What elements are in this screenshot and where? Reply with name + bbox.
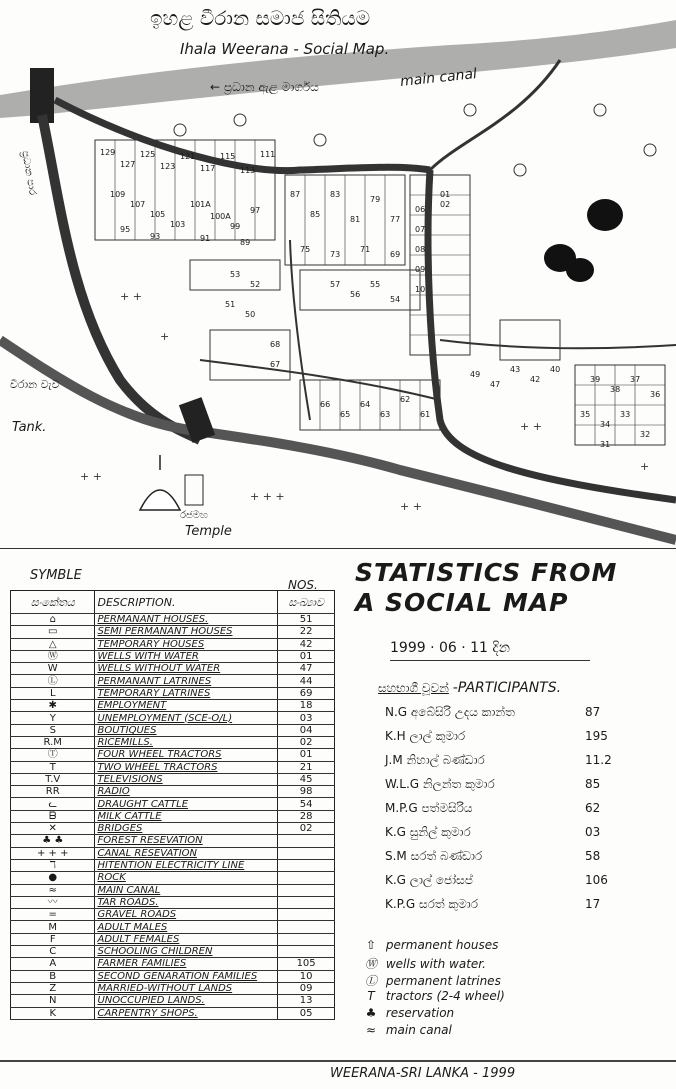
plot-number: 32	[640, 430, 651, 439]
section-divider	[0, 548, 676, 549]
participant-name: K.G ලාල් ජෝසප්	[385, 873, 473, 887]
svg-text:+ +: + +	[120, 290, 142, 303]
plot-number: 77	[390, 215, 401, 224]
legend-label: wells with water.	[385, 957, 486, 971]
plot-number: 01	[440, 190, 451, 199]
row-symbol: T	[11, 761, 95, 773]
legend-icon: Ⓦ	[364, 957, 377, 971]
participant-name: M.P.G පත්මසිරිය	[385, 801, 473, 815]
participant-number: 106	[585, 873, 608, 887]
row-count: 42	[278, 638, 335, 650]
row-description: FOUR WHEEL TRACTORS	[95, 749, 278, 761]
plot-number: 103	[170, 220, 186, 229]
row-count: 02	[278, 823, 335, 835]
row-count	[278, 921, 335, 933]
plot-number: 121	[180, 152, 196, 161]
row-description: TWO WHEEL TRACTORS	[95, 761, 278, 773]
row-count	[278, 946, 335, 958]
table-row	[11, 847, 335, 859]
plot-number: 50	[245, 310, 256, 319]
row-description: ADULT FEMALES	[95, 933, 278, 945]
row-description: EMPLOYMENT	[95, 700, 278, 712]
row-description: TEMPORARY LATRINES	[95, 687, 278, 699]
table-row	[11, 823, 335, 835]
plot-number: 61	[420, 410, 431, 419]
row-description: TELEVISIONS	[95, 773, 278, 785]
row-description: UNOCCUPIED LANDS.	[95, 995, 278, 1007]
table-row	[11, 687, 335, 699]
row-symbol: T.V	[11, 773, 95, 785]
participant-name: K.G සුනිල් කුමාර	[385, 825, 471, 839]
row-description: GRAVEL ROADS	[95, 909, 278, 921]
participant-name: N.G අබේසිරි උදය කාන්ත	[385, 705, 515, 719]
svg-text:+: +	[160, 330, 170, 343]
participant-row	[385, 705, 600, 720]
statistics-table	[10, 590, 335, 1020]
plot-number: 09	[415, 265, 426, 274]
row-symbol: Y	[11, 712, 95, 724]
row-description: FOREST RESEVATION	[95, 835, 278, 847]
legend-item	[360, 1023, 452, 1037]
legend-label: main canal	[385, 1023, 452, 1037]
table-row	[11, 798, 335, 810]
row-symbol: ♣ ♣	[11, 835, 95, 847]
plot-number: 95	[120, 225, 131, 234]
bridge-top	[30, 68, 54, 123]
participant-row	[385, 753, 612, 768]
plot-number: 33	[620, 410, 631, 419]
row-symbol: ▭	[11, 626, 95, 638]
row-count: 10	[278, 970, 335, 982]
legend-icon: ♣	[365, 1006, 377, 1020]
row-description: WELLS WITHOUT WATER	[95, 663, 278, 675]
row-description: BRIDGES	[95, 823, 278, 835]
main-canal	[0, 20, 676, 118]
legend-item	[360, 955, 486, 972]
plot-number: 66	[320, 400, 331, 409]
row-count: 98	[278, 786, 335, 798]
plot-number: 36	[650, 390, 661, 399]
plot-number: 08	[415, 245, 426, 254]
row-count: 28	[278, 810, 335, 822]
table-row	[11, 872, 335, 884]
footer-text: WEERANA-SRI LANKA - 1999	[330, 1066, 516, 1081]
table-row	[11, 896, 335, 908]
legend-label: reservation	[385, 1006, 455, 1020]
row-symbol: M	[11, 921, 95, 933]
row-symbol: ✕	[11, 823, 95, 835]
row-symbol: ●	[11, 872, 95, 884]
plot-number: 51	[225, 300, 236, 309]
table-row	[11, 749, 335, 761]
table-row	[11, 921, 335, 933]
participant-number: 62	[585, 801, 601, 815]
row-count: 54	[278, 798, 335, 810]
plot-number: 65	[340, 410, 351, 419]
table-row	[11, 786, 335, 798]
plot-number: 129	[100, 148, 116, 157]
table-row	[11, 700, 335, 712]
plot-number: 67	[270, 360, 281, 369]
row-description: UNEMPLOYMENT (SCE-O/L)	[95, 712, 278, 724]
legend-icon: ⇧	[365, 938, 377, 952]
legend-label: permanent houses	[385, 938, 499, 952]
row-count: 01	[278, 650, 335, 662]
participant-row	[385, 825, 600, 840]
table-row	[11, 712, 335, 724]
legend-item	[360, 938, 498, 952]
svg-text:+ +: + +	[520, 420, 542, 433]
table-row	[11, 859, 335, 871]
row-description: MAIN CANAL	[95, 884, 278, 896]
temple-building-icon	[185, 475, 203, 505]
table-row	[11, 909, 335, 921]
plot-number: 97	[250, 206, 261, 215]
row-description: HITENTION ELECTRICITY LINE	[95, 859, 278, 871]
row-symbol: ᓚ	[11, 798, 95, 810]
tar-road	[55, 100, 430, 171]
plot-number: 34	[600, 420, 611, 429]
row-symbol: ᗷ	[11, 810, 95, 822]
row-symbol: =	[11, 909, 95, 921]
row-count: 18	[278, 700, 335, 712]
participant-name: K.H ලාල් කුමාර	[385, 729, 466, 743]
plot-number: 64	[360, 400, 371, 409]
plot-number: 100A	[210, 212, 231, 221]
stats-title-line2: A SOCIAL MAP	[355, 588, 569, 617]
table-row	[11, 884, 335, 896]
table-row	[11, 1007, 335, 1019]
table-row	[11, 663, 335, 675]
row-count: 13	[278, 995, 335, 1007]
row-description: RADIO	[95, 786, 278, 798]
table-row	[11, 982, 335, 994]
svg-text:+ + +: + + +	[250, 490, 285, 503]
svg-text:+ +: + +	[80, 470, 102, 483]
plot-number: 53	[230, 270, 241, 279]
table-caption: SYMBLE	[30, 568, 82, 583]
row-symbol: ✱	[11, 700, 95, 712]
row-count	[278, 896, 335, 908]
row-description: RICEMILLS.	[95, 736, 278, 748]
row-symbol: △	[11, 638, 95, 650]
row-symbol: L	[11, 687, 95, 699]
plot-number: 105	[150, 210, 166, 219]
row-description: ADULT MALES	[95, 921, 278, 933]
table-row	[11, 946, 335, 958]
header-symbol: සංකේතය	[11, 591, 95, 614]
rock-icon	[566, 258, 594, 282]
row-count: 03	[278, 712, 335, 724]
stats-title-line1: STATISTICS FROM	[355, 558, 618, 587]
temple-label: Temple	[185, 524, 232, 539]
row-symbol: K	[11, 1007, 95, 1019]
row-symbol: Z	[11, 982, 95, 994]
participant-row	[385, 873, 608, 888]
table-row	[11, 675, 335, 687]
plot-number: 127	[120, 160, 136, 169]
participant-row	[385, 777, 600, 792]
row-count: 45	[278, 773, 335, 785]
table-row	[11, 614, 335, 626]
row-description: WELLS WITH WATER	[95, 650, 278, 662]
legend-icon: T	[367, 989, 375, 1003]
plot-number: 85	[310, 210, 321, 219]
plot-number: 79	[370, 195, 381, 204]
row-description: SECOND GENARATION FAMILIES	[95, 970, 278, 982]
row-symbol: ℸ	[11, 859, 95, 871]
participant-row	[385, 729, 608, 744]
row-symbol: 〰	[11, 896, 95, 908]
participants-label: -PARTICIPANTS.	[452, 680, 562, 696]
table-row	[11, 933, 335, 945]
row-count: 22	[278, 626, 335, 638]
plot-number: 91	[200, 234, 211, 243]
table-row	[11, 626, 335, 638]
table-row	[11, 958, 335, 970]
row-count: 05	[278, 1007, 335, 1019]
table-row	[11, 650, 335, 662]
row-count: 44	[278, 675, 335, 687]
legend-item	[360, 1006, 454, 1020]
row-symbol: A	[11, 958, 95, 970]
canal-label: main canal	[399, 66, 478, 90]
participant-row	[385, 897, 600, 912]
plot-number: 47	[490, 380, 501, 389]
row-symbol: Ⓦ	[11, 650, 95, 662]
legend-item	[360, 972, 501, 989]
plot-number: 54	[390, 295, 401, 304]
row-description: MILK CATTLE	[95, 810, 278, 822]
participant-name: W.L.G නිලන්ත කුමාර	[385, 777, 495, 791]
stupa-icon	[140, 455, 180, 510]
plot-number: 07	[415, 225, 426, 234]
table-row	[11, 773, 335, 785]
plot-number: 93	[150, 232, 161, 241]
plot-number: 31	[600, 440, 611, 449]
row-count	[278, 884, 335, 896]
row-count: 47	[278, 663, 335, 675]
rock-icon	[587, 199, 623, 231]
table-row	[11, 638, 335, 650]
table-row	[11, 724, 335, 736]
plot-number: 125	[140, 150, 156, 159]
table-row	[11, 736, 335, 748]
row-description: DRAUGHT CATTLE	[95, 798, 278, 810]
row-description: FARMER FAMILIES	[95, 958, 278, 970]
participant-number: 85	[585, 777, 601, 791]
table-header	[11, 591, 335, 614]
row-count: 105	[278, 958, 335, 970]
row-description: SCHOOLING CHILDREN	[95, 946, 278, 958]
row-description: PERMANANT LATRINES	[95, 675, 278, 687]
plot-number: 02	[440, 200, 451, 209]
plot-number: 87	[290, 190, 301, 199]
row-count: 21	[278, 761, 335, 773]
row-description: CARPENTRY SHOPS.	[95, 1007, 278, 1019]
plot-number: 37	[630, 375, 641, 384]
row-symbol: ⌂	[11, 614, 95, 626]
legend-label: tractors (2-4 wheel)	[385, 989, 505, 1003]
plot-number: 69	[390, 250, 401, 259]
participant-number: 17	[585, 897, 601, 911]
plot-number: 107	[130, 200, 146, 209]
plot-number: 63	[380, 410, 391, 419]
row-count: 04	[278, 724, 335, 736]
row-symbol: + + +	[11, 847, 95, 859]
temple-label-sinhala: රජමහ	[180, 510, 208, 521]
header-count: සංඛ්‍යාව	[278, 591, 335, 614]
participant-number: 11.2	[585, 753, 612, 767]
legend-icon: ≈	[365, 1023, 377, 1037]
plot-number: 115	[220, 152, 236, 161]
legend-item	[360, 989, 505, 1003]
plot-number: 39	[590, 375, 601, 384]
plot-number: 73	[330, 250, 341, 259]
table-row	[11, 995, 335, 1007]
table-row	[11, 835, 335, 847]
row-symbol: S	[11, 724, 95, 736]
plot-number: 71	[360, 245, 371, 254]
row-description: ROCK	[95, 872, 278, 884]
plot-number: 101A	[190, 200, 211, 209]
row-count: 69	[278, 687, 335, 699]
row-count: 51	[278, 614, 335, 626]
footer-divider	[0, 1060, 676, 1062]
plot-number: 49	[470, 370, 481, 379]
row-symbol: RR	[11, 786, 95, 798]
row-symbol: W	[11, 663, 95, 675]
row-symbol: B	[11, 970, 95, 982]
participant-name: S.M සරත් බණ්ඩාර	[385, 849, 483, 863]
table-row	[11, 761, 335, 773]
plot-number: 109	[110, 190, 126, 199]
plot-number: 113	[240, 166, 256, 175]
participant-number: 87	[585, 705, 601, 719]
plot-number: 52	[250, 280, 261, 289]
row-symbol: ≈	[11, 884, 95, 896]
row-symbol: F	[11, 933, 95, 945]
plot-number: 99	[230, 222, 241, 231]
plot-number: 10	[415, 285, 426, 294]
plot-number: 55	[370, 280, 381, 289]
plot-number: 117	[200, 164, 216, 173]
row-symbol: R.M	[11, 736, 95, 748]
row-symbol: Ⓣ	[11, 749, 95, 761]
plot-number: 38	[610, 385, 621, 394]
plot-number: 62	[400, 395, 411, 404]
row-count: 09	[278, 982, 335, 994]
header-description: DESCRIPTION.	[95, 591, 278, 614]
map-title-sinhala: ඉහළ වීරාන සමාජ සිතියම	[150, 6, 371, 30]
tank-label-sinhala: වීරාන වැව	[10, 378, 60, 391]
row-description: TAR ROADS.	[95, 896, 278, 908]
svg-text:+ +: + +	[400, 500, 422, 513]
participant-number: 03	[585, 825, 601, 839]
row-count	[278, 933, 335, 945]
plot-number: 68	[270, 340, 281, 349]
plot-number: 57	[330, 280, 341, 289]
row-symbol: C	[11, 946, 95, 958]
legend-label: permanent latrines	[385, 974, 501, 988]
plot-number: 35	[580, 410, 591, 419]
row-description: CANAL RESEVATION	[95, 847, 278, 859]
row-description: BOUTIQUES	[95, 724, 278, 736]
plot-number: 123	[160, 162, 176, 171]
row-count	[278, 835, 335, 847]
participant-name: K.P.G සරත් කුමාර	[385, 897, 478, 911]
road-label: ප්‍රධාන පාර	[19, 150, 38, 197]
plot-number: 42	[530, 375, 541, 384]
plot-number: 06	[415, 205, 426, 214]
plot-number: 89	[240, 238, 251, 247]
canal-label-sinhala: ← ප්‍රධාන ඇළ මාර්ගය	[210, 80, 319, 94]
row-count	[278, 859, 335, 871]
row-description: SEMI PERMANANT HOUSES	[95, 626, 278, 638]
participants-label-sinhala: සහභාගී වූවන්	[378, 681, 449, 695]
row-count	[278, 847, 335, 859]
svg-text:+: +	[640, 460, 650, 473]
plot-number: 40	[550, 365, 561, 374]
plot-number: 83	[330, 190, 341, 199]
row-description: MARRIED-WITHOUT LANDS	[95, 982, 278, 994]
plot-number: 75	[300, 245, 311, 254]
participant-number: 58	[585, 849, 601, 863]
participant-row	[385, 849, 600, 864]
row-count	[278, 909, 335, 921]
participant-name: J.M නිහාල් බණ්ඩාර	[385, 753, 485, 767]
plot-number: 56	[350, 290, 361, 299]
row-count	[278, 872, 335, 884]
participant-row	[385, 801, 600, 816]
table-row	[11, 810, 335, 822]
row-description: PERMANANT HOUSES.	[95, 614, 278, 626]
road-east	[440, 340, 676, 348]
row-count: 01	[278, 749, 335, 761]
row-description: TEMPORARY HOUSES	[95, 638, 278, 650]
plot-number: 111	[260, 150, 276, 159]
plot-number: 43	[510, 365, 521, 374]
nos-caption: NOS.	[288, 578, 318, 592]
row-symbol: Ⓛ	[11, 675, 95, 687]
stats-date: 1999 · 06 · 11 දින	[390, 640, 590, 661]
map-title: Ihala Weerana - Social Map.	[180, 40, 390, 58]
table-row	[11, 970, 335, 982]
participant-number: 195	[585, 729, 608, 743]
tank-label: Tank.	[12, 420, 47, 435]
row-count: 02	[278, 736, 335, 748]
row-symbol: N	[11, 995, 95, 1007]
plot-number: 81	[350, 215, 361, 224]
legend-icon: Ⓛ	[364, 974, 377, 988]
